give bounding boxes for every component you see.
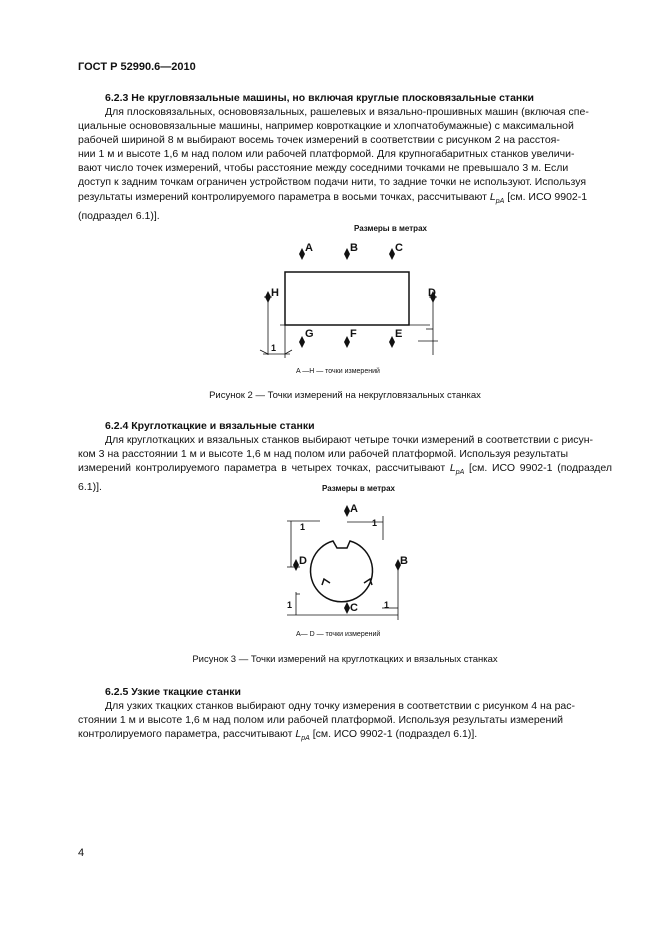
- page-number: 4: [78, 847, 85, 859]
- text-line: вают число точек измерений, чтобы расстояние между соседними точками не превышало 3 м. Если: [78, 162, 569, 175]
- level-subscript: pA: [495, 197, 505, 205]
- figure-2-caption: Рисунок 2 — Точки измерений на некругловязальных станках: [209, 390, 481, 401]
- text-line: рабочей шириной 8 м выбирают восемь точек измерений в соответствии с рисунком 2 на расстоя-: [78, 134, 560, 147]
- text-line: Для круглоткацких и вязальных станков выбирают четыре точки измерений в соответствии с рисун-: [105, 434, 593, 446]
- point-label-d: D: [428, 287, 436, 299]
- text-line: доступ к задним точкам ограничен устройством подачи нити, то задние точки не используют. Используя: [78, 176, 587, 189]
- dimension-label-1: 1: [384, 600, 390, 610]
- document-header: ГОСТ Р 52990.6—2010: [78, 61, 196, 73]
- level-subscript: pA: [301, 735, 310, 743]
- text-fragment: результаты измерений контролируемого параметра в восьми точках, рассчитывают: [78, 190, 487, 203]
- text-line: стоянии 1 м и высоте 1,6 м над полом или рабочей платформой. Используя результаты измерений: [78, 714, 564, 727]
- point-label-c: C: [395, 242, 403, 254]
- dimension-label-1: 1: [271, 343, 277, 353]
- figure-3-caption: Рисунок 3 — Точки измерений на круглоткацких и вязальных станках: [192, 654, 498, 665]
- figure-2-legend: A —H — точки измерений: [296, 368, 380, 375]
- dimension-label-1: 1: [300, 522, 306, 532]
- text-line-with-formula: [78, 727, 612, 746]
- level-symbol: L: [489, 190, 496, 203]
- level-symbol: L: [295, 728, 302, 741]
- text-line: циальные основовязальные машины, например ковроткацкие и хлопчатобумажные) с максимальной: [78, 120, 574, 133]
- text-line: нии 1 м и высоте 1,6 м над полом или рабочей платформой. Для крупногабаритных станков увеличи-: [78, 148, 575, 161]
- circular-machine-outline: [310, 541, 372, 602]
- level-symbol: L: [449, 462, 456, 475]
- dimension-label-1: 1: [287, 600, 293, 610]
- point-label-e: E: [395, 328, 403, 340]
- point-label-b: B: [350, 242, 358, 254]
- point-label-g: G: [305, 328, 314, 340]
- text-line: Для плосковязальных, основовязальных, рашелевых и вязально-прошивных машин (включая спе-: [105, 106, 589, 118]
- text-line: ком 3 на расстоянии 1 м и высоте 1,6 м над полом или рабочей платформой. Используя результаты: [78, 448, 569, 461]
- dimension-label-1: 1: [372, 518, 378, 528]
- section-heading-6-2-5: 6.2.5 Узкие ткацкие станки: [105, 686, 241, 698]
- figure-2-units-note: Размеры в метрах: [354, 224, 427, 233]
- reference-text: [см. ИСО 9902-1 (подраздел 6.1)].: [78, 462, 612, 494]
- text-fragment: контролируемого параметра, рассчитывают: [78, 728, 293, 741]
- level-subscript: pA: [455, 469, 465, 477]
- point-label-a: A: [350, 503, 358, 515]
- point-label-f: F: [350, 328, 357, 340]
- point-label-c: C: [350, 602, 358, 614]
- text-line: Для узких ткацких станков выбирают одну точку измерения в соответствии с рисунком 4 на рас-: [105, 700, 576, 712]
- section-text-6-2-5: [78, 699, 612, 746]
- point-label-a: A: [305, 242, 313, 254]
- section-heading-6-2-3: 6.2.3 Не кругловязальные машины, но включая круглые плосковязальные станки: [105, 92, 534, 104]
- figure-3-units-note: Размеры в метрах: [322, 484, 395, 493]
- text-line: (подраздел 6.1)].: [78, 209, 160, 222]
- reference-text: [см. ИСО 9902-1 (подраздел 6.1)].: [309, 728, 478, 741]
- point-label-d: D: [299, 555, 307, 567]
- point-label-b: B: [400, 555, 408, 567]
- figure-3-legend: A— D — точки измерений: [296, 631, 381, 638]
- text-fragment: измерений контролируемого параметра в четырех точках, рассчитывают: [78, 462, 446, 475]
- point-label-h: H: [271, 287, 279, 299]
- section-heading-6-2-4: 6.2.4 Круглоткацкие и вязальные станки: [105, 420, 315, 432]
- reference-text: [см. ИСО 9902-1: [504, 190, 588, 203]
